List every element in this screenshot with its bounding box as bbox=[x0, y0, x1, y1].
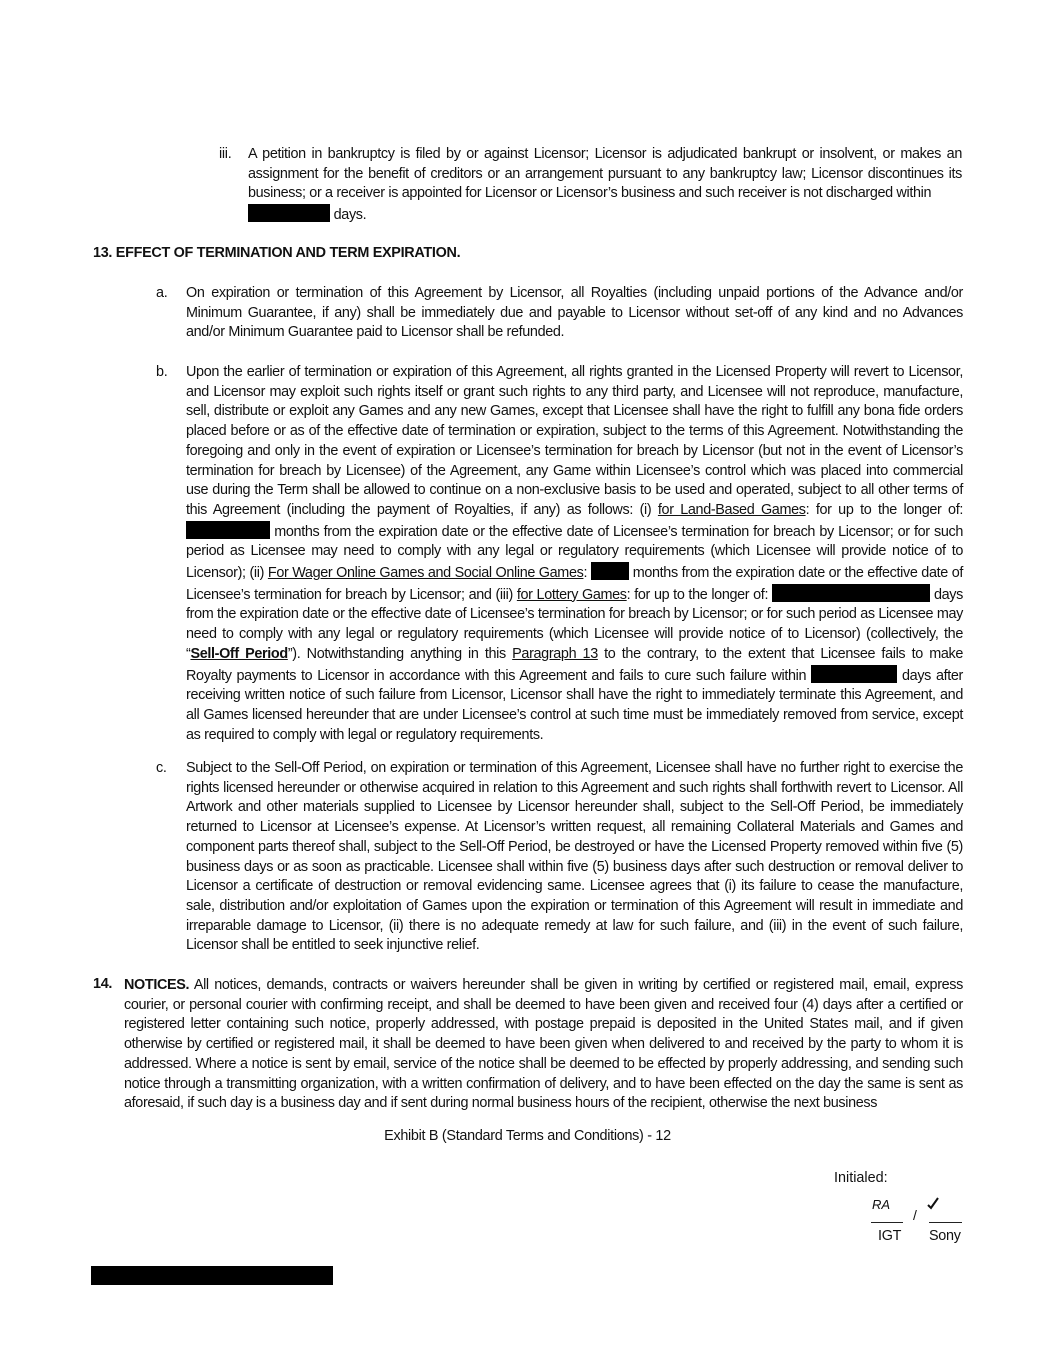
section-13-heading: 13. EFFECT OF TERMINATION AND TERM EXPIRATION. bbox=[93, 245, 461, 261]
redaction-box bbox=[248, 204, 330, 222]
clause-iii-text-part1: A petition in bankruptcy is filed by or against Licensor; Licensor is adjudicated bankrupt or insolvent, or makes an assignment for the benefit of creditors or an arrangement pursuant to any bankruptcy law; Licensor discontinues its business; or a receiver is appointed for Licensor or Licensor’s business and such receiver is not discharged within bbox=[248, 146, 962, 202]
igt-initials: RA bbox=[872, 1197, 891, 1212]
clause-13b-part2: : for up to the longer of: bbox=[805, 501, 963, 518]
clause-13b-part7: days from the expiration date or the effective date of Licensee’s termination for breach by Licensor; or for such period as Licensee may need to comply with any legal or regulatory requirements (which Licensee will provide notice of to Licensor) (collectively, the “ bbox=[186, 586, 963, 662]
igt-label: IGT bbox=[878, 1228, 902, 1244]
clause-iii-text bbox=[248, 145, 962, 226]
clause-13b-part8: ”). Notwithstanding anything in this bbox=[287, 645, 513, 662]
clause-13b-part9: to the contrary, to the extent that Licensee fails to make Royalty payments to Licensor in accordance with this Agreement and fails to cure such failure within bbox=[186, 645, 963, 684]
sell-off-period-term: Sell-Off Period bbox=[190, 645, 288, 662]
paragraph-13-reference: Paragraph 13 bbox=[512, 645, 598, 662]
land-based-games-term: for Land-Based Games bbox=[657, 501, 806, 518]
initialed-label: Initialed: bbox=[834, 1170, 888, 1186]
clause-marker-13c: c. bbox=[156, 760, 167, 776]
redaction-box bbox=[186, 521, 270, 539]
redaction-box bbox=[591, 562, 629, 580]
sony-initials-mark bbox=[926, 1196, 940, 1210]
redaction-box bbox=[772, 584, 930, 602]
igt-signature-line bbox=[871, 1222, 903, 1223]
clause-13b-part5: months from the expiration date or the effective date of Licensee’s termination for breach by Licensor; and (iii) bbox=[186, 565, 964, 603]
sony-label: Sony bbox=[929, 1228, 961, 1244]
clause-13b-part1: Upon the earlier of termination or expiration of this Agreement, all rights granted in the Licensed Property will revert to Licensor, and Licensor may exploit such rights itself or grant such rights to any third party, and Licensee will not reproduce, manufacture, sell, distribute or exploit any Games and any new Games, except that Licensee shall have the right to fulfill any bona fide orders placed before or as of the effective date of termination or expiration, subject to the terms of this Agreement. Notwithstanding the foregoing and only in the event of expiration or Licensee’s termination for breach by Licensor (but not in the event of Licensor’s termination for breach by Licensee) of the Agreement, any Game within Licensee’s control which was placed into commercial use during the Term shall be allowed to continue on a non-exclusive basis to be used and operated, subject to all other terms of this Agreement (including the payment of Royalties, if any) as follows: (i) bbox=[186, 364, 963, 518]
page-footer: Exhibit B (Standard Terms and Conditions) - 12 bbox=[384, 1128, 671, 1144]
section-14-heading: NOTICES. bbox=[124, 977, 190, 993]
clause-13b-part3: months from the expiration date or the effective date of Licensee’s termination for breach by Licensor; or for such period as Licensee may need to comply with any legal or regulatory requirements (which Licensee will provide notice of to Licensor); (ii) bbox=[186, 523, 963, 582]
clause-13c-text: Subject to the Sell-Off Period, on expiration or termination of this Agreement, Licensee shall have no further right to exercise the rights licensed hereunder or otherwise acquired in relation to this Agreement and such rights shall forthwith revert to Licensor. All Artwork and other materials supplied to Licensee by Licensor hereunder shall, subject to the Sell-Off Period, be immediately returned to Licensor at Licensee’s expense. At Licensor’s written request, all remaining Collateral Materials and Games and component parts thereof shall, subject to the Sell-Off Period, be destroyed or have the Licensed Property removed within five (5) business days or as soon as practicable. Licensee shall within five (5) business days after such destruction or removal deliver to Licensor a certificate of destruction or removal evidencing same. Licensee agrees that (i) its failure to cease the manufacture, sale, distribution and/or exploitation of Games upon the expiration or termination of this Agreement will result in immediate and irreparable damage to Licensor, (ii) there is no adequate remedy at law for such failure, and (iii) in the event of such failure, Licensor shall be entitled to seek injunctive relief. bbox=[186, 760, 963, 954]
clause-marker-13a: a. bbox=[156, 285, 168, 301]
clause-marker-iii: iii. bbox=[219, 146, 232, 162]
clause-marker-13b: b. bbox=[156, 364, 168, 380]
clause-13b-part6: : for up to the longer of: bbox=[626, 586, 773, 603]
wager-online-games-term: For Wager Online Games and Social Online Games bbox=[267, 565, 584, 582]
clause-13b-part4: : bbox=[583, 565, 591, 582]
footer-redaction-box bbox=[91, 1266, 333, 1285]
section-14-text bbox=[124, 976, 963, 1114]
clause-13b-part10: days after receiving written notice of such failure from Licensor, Licensor shall have the right to immediately terminate this Agreement, and all Games licensed hereunder that are under Licensee’s control at such time must be immediately removed from service, except as required to comply with legal or regulatory requirements. bbox=[186, 667, 963, 743]
lottery-games-term: for Lottery Games bbox=[516, 586, 627, 603]
initials-separator: / bbox=[913, 1207, 917, 1223]
sony-signature-line bbox=[929, 1222, 962, 1223]
redaction-box bbox=[811, 665, 897, 683]
section-14-marker: 14. bbox=[93, 976, 113, 992]
clause-iii-text-part2: days. bbox=[330, 207, 367, 224]
section-14-body: All notices, demands, contracts or waivers hereunder shall be given in writing by certified or registered mail, email, express courier, or personal courier with confirming receipt, and shall be deemed to have been given and received four (4) days after a certified or registered letter containing such notice, properly addressed, with postage prepaid is deposited in the United States mail, and if given otherwise by certified or registered mail, it shall be deemed to have been given when delivered to and received by the party to whom it is addressed. Where a notice is sent by email, service of the notice shall be deemed to be effected by properly addressing, and sending such notice through a transmitting organization, with a written confirmation of delivery, and to have been effected on the day the same is sent as aforesaid, if such day is a business day and if sent during normal business hours of the recipient, otherwise the next business bbox=[124, 977, 963, 1112]
clause-13a-text: On expiration or termination of this Agreement by Licensor, all Royalties (including unpaid portions of the Advance and/or Minimum Guarantee, if any) shall be immediately due and payable to Licensor without set-off of any kind and no Advances and/or Minimum Guarantee paid to Licensor shall be refunded. bbox=[186, 285, 963, 341]
clause-13b-text bbox=[186, 363, 963, 745]
